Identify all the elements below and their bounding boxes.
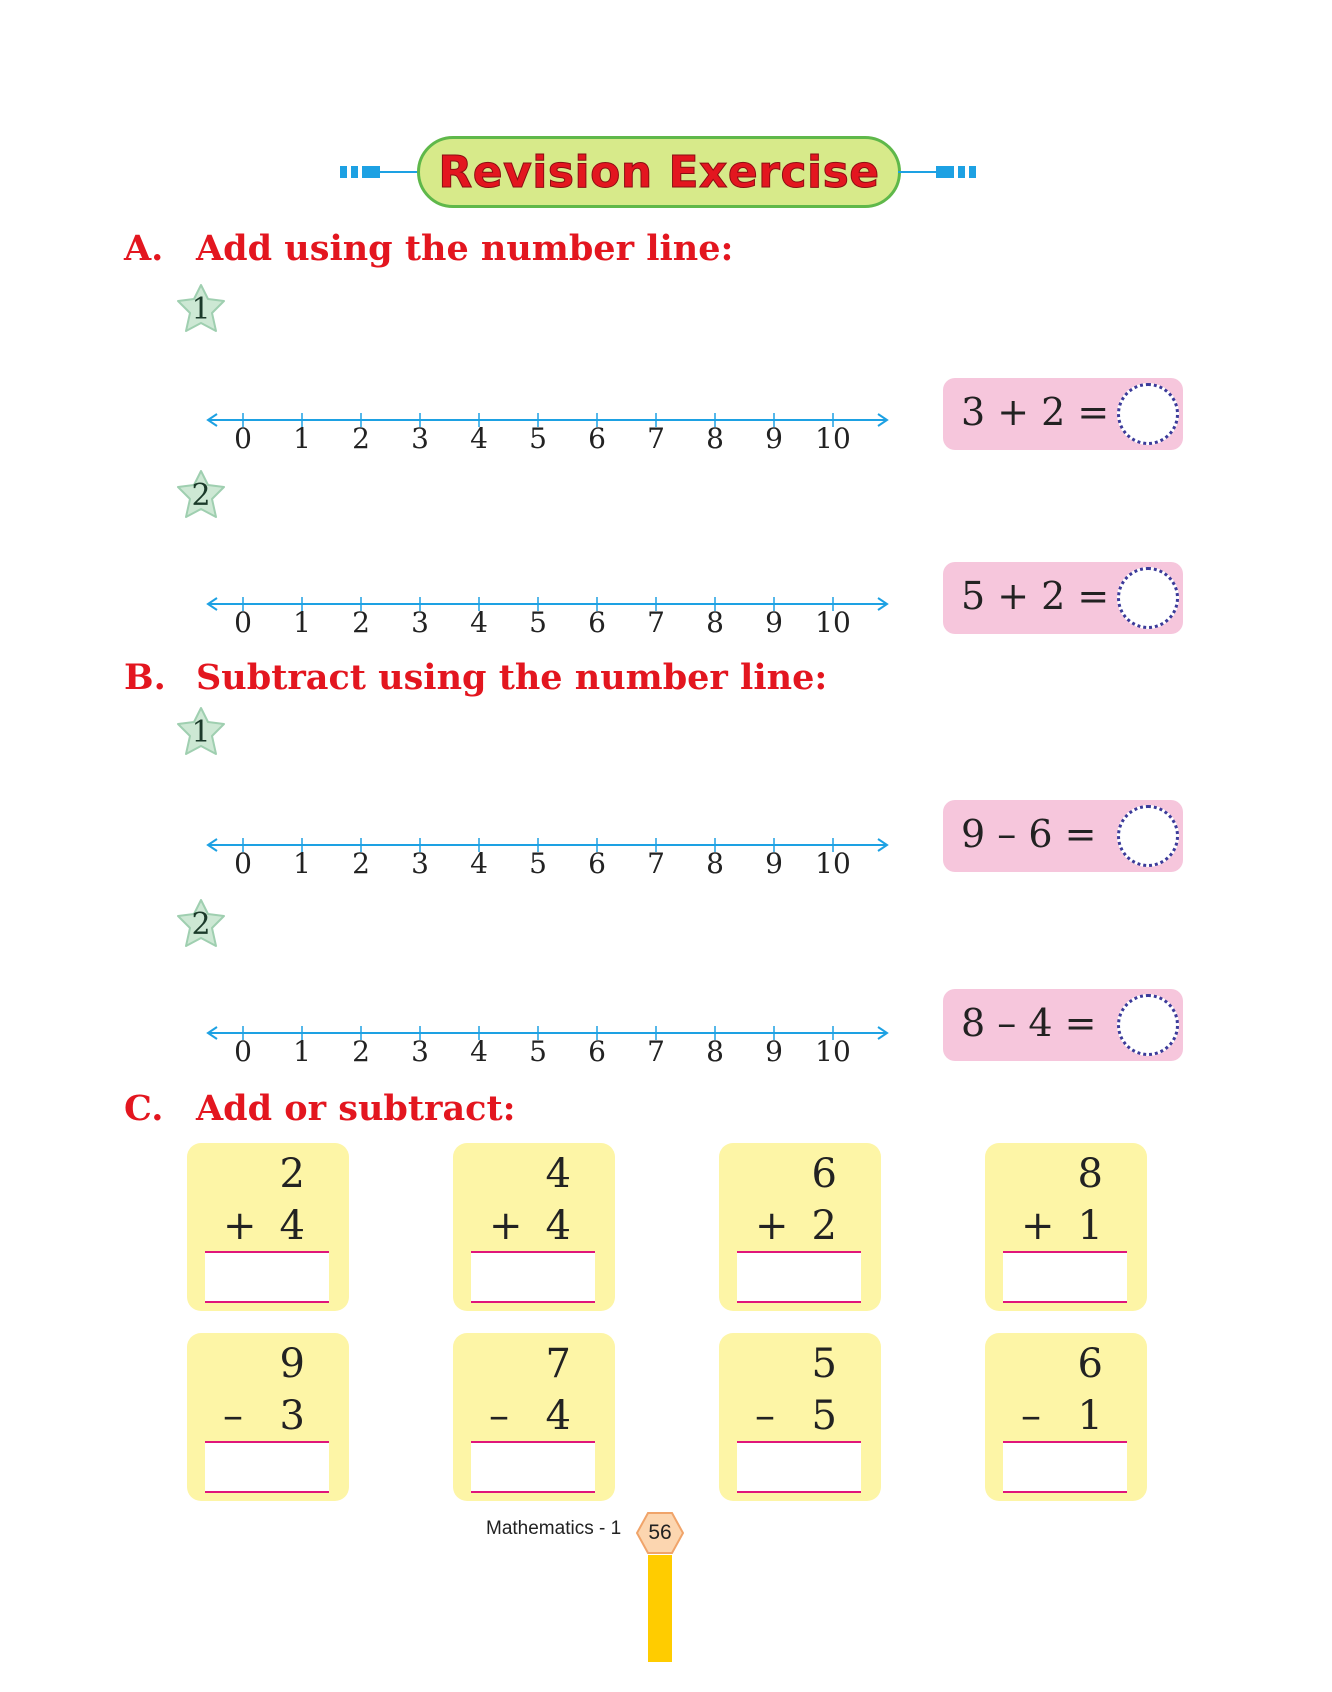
answer-field[interactable] xyxy=(205,1253,329,1301)
bottom-number: 1 xyxy=(1077,1393,1103,1439)
answer-line xyxy=(471,1491,595,1493)
answer-line xyxy=(205,1301,329,1303)
tick-label: 8 xyxy=(706,1035,724,1068)
column-problem-card xyxy=(453,1333,615,1501)
tick-label: 10 xyxy=(815,847,851,880)
answer-field[interactable] xyxy=(737,1253,861,1301)
equation-text: 3 + 2 = xyxy=(961,390,1110,434)
answer-field[interactable] xyxy=(737,1443,861,1491)
section-a-text: Add using the number line: xyxy=(196,228,734,269)
tick-label: 0 xyxy=(234,1035,252,1068)
answer-circle[interactable] xyxy=(1117,383,1179,445)
answer-field[interactable] xyxy=(205,1443,329,1491)
top-number: 9 xyxy=(279,1341,305,1387)
tick-label: 8 xyxy=(706,422,724,455)
number-line xyxy=(205,833,890,893)
title-line-left xyxy=(380,171,420,173)
tick-label: 6 xyxy=(588,1035,606,1068)
title-banner xyxy=(340,136,976,208)
tick-label: 2 xyxy=(352,847,370,880)
tick-label: 4 xyxy=(470,422,488,455)
tick-label: 1 xyxy=(293,1035,311,1068)
top-number: 2 xyxy=(279,1151,305,1197)
title-dash-left xyxy=(340,166,380,178)
page-number: 56 xyxy=(648,1521,672,1544)
tick-label: 3 xyxy=(411,422,429,455)
operator: + xyxy=(489,1203,523,1249)
top-number: 5 xyxy=(811,1341,837,1387)
column-problem-card xyxy=(985,1333,1147,1501)
bottom-number: 2 xyxy=(811,1203,837,1249)
answer-circle[interactable] xyxy=(1117,805,1179,867)
tick-label: 8 xyxy=(706,606,724,639)
tick-label: 2 xyxy=(352,606,370,639)
section-b-heading xyxy=(124,657,827,698)
tick-label: 4 xyxy=(470,1035,488,1068)
column-problem-card xyxy=(453,1143,615,1311)
top-number: 4 xyxy=(545,1151,571,1197)
section-a-heading xyxy=(124,228,733,269)
answer-line xyxy=(1003,1301,1127,1303)
tick-label: 3 xyxy=(411,606,429,639)
section-c-text: Add or subtract: xyxy=(196,1088,516,1129)
tick-label: 10 xyxy=(815,1035,851,1068)
operator: + xyxy=(223,1203,257,1249)
problem-number: 1 xyxy=(191,292,211,327)
tick-label: 1 xyxy=(293,606,311,639)
answer-field[interactable] xyxy=(1003,1253,1127,1301)
number-line xyxy=(205,408,890,468)
section-b-text: Subtract using the number line: xyxy=(196,657,828,698)
problem-number: 2 xyxy=(191,907,211,942)
tick-label: 5 xyxy=(529,422,547,455)
section-b-letter: B. xyxy=(124,657,166,698)
operator: – xyxy=(489,1393,509,1439)
tick-label: 3 xyxy=(411,847,429,880)
page-number-badge xyxy=(636,1512,684,1554)
number-line xyxy=(205,592,890,652)
bottom-number: 4 xyxy=(545,1393,571,1439)
problem-badge xyxy=(175,283,227,335)
tick-label: 1 xyxy=(293,847,311,880)
tick-label: 10 xyxy=(815,422,851,455)
page-tab-bar xyxy=(648,1555,672,1662)
tick-label: 9 xyxy=(765,847,783,880)
problem-badge xyxy=(175,898,227,950)
top-number: 6 xyxy=(811,1151,837,1197)
equation-box xyxy=(943,800,1183,872)
answer-field[interactable] xyxy=(471,1443,595,1491)
operator: + xyxy=(755,1203,789,1249)
section-a-letter: A. xyxy=(124,228,164,269)
column-problem-card xyxy=(719,1333,881,1501)
answer-line xyxy=(205,1491,329,1493)
tick-label: 9 xyxy=(765,1035,783,1068)
top-number: 6 xyxy=(1077,1341,1103,1387)
tick-label: 6 xyxy=(588,422,606,455)
section-c-heading xyxy=(124,1088,516,1129)
operator: – xyxy=(223,1393,243,1439)
answer-field[interactable] xyxy=(471,1253,595,1301)
answer-circle[interactable] xyxy=(1117,994,1179,1056)
equation-text: 8 – 4 = xyxy=(961,1001,1097,1045)
answer-line xyxy=(737,1301,861,1303)
title-pill xyxy=(417,136,901,208)
equation-text: 5 + 2 = xyxy=(961,574,1110,618)
tick-label: 8 xyxy=(706,847,724,880)
tick-label: 1 xyxy=(293,422,311,455)
tick-label: 2 xyxy=(352,1035,370,1068)
tick-label: 7 xyxy=(647,422,665,455)
tick-label: 0 xyxy=(234,422,252,455)
bottom-number: 4 xyxy=(545,1203,571,1249)
bottom-number: 4 xyxy=(279,1203,305,1249)
tick-label: 5 xyxy=(529,606,547,639)
column-problem-card xyxy=(719,1143,881,1311)
tick-label: 6 xyxy=(588,847,606,880)
tick-label: 5 xyxy=(529,1035,547,1068)
column-problem-card xyxy=(187,1143,349,1311)
bottom-number: 3 xyxy=(279,1393,305,1439)
problem-badge xyxy=(175,706,227,758)
answer-line xyxy=(1003,1491,1127,1493)
problem-badge xyxy=(175,469,227,521)
tick-label: 0 xyxy=(234,606,252,639)
tick-label: 6 xyxy=(588,606,606,639)
tick-label: 3 xyxy=(411,1035,429,1068)
answer-field[interactable] xyxy=(1003,1443,1127,1491)
tick-label: 4 xyxy=(470,606,488,639)
title-line-right xyxy=(898,171,938,173)
equation-box xyxy=(943,378,1183,450)
top-number: 7 xyxy=(545,1341,571,1387)
tick-label: 5 xyxy=(529,847,547,880)
tick-label: 4 xyxy=(470,847,488,880)
operator: – xyxy=(755,1393,775,1439)
page-title: Revision Exercise xyxy=(438,146,880,198)
bottom-number: 5 xyxy=(811,1393,837,1439)
title-dash-right xyxy=(936,166,976,178)
problem-number: 1 xyxy=(191,715,211,750)
equation-box xyxy=(943,562,1183,634)
answer-line xyxy=(471,1301,595,1303)
answer-circle[interactable] xyxy=(1117,567,1179,629)
column-problem-card xyxy=(187,1333,349,1501)
bottom-number: 1 xyxy=(1077,1203,1103,1249)
tick-label: 10 xyxy=(815,606,851,639)
tick-label: 7 xyxy=(647,606,665,639)
tick-label: 9 xyxy=(765,606,783,639)
equation-text: 9 – 6 = xyxy=(961,812,1097,856)
section-c-letter: C. xyxy=(124,1088,164,1129)
column-problem-card xyxy=(985,1143,1147,1311)
tick-label: 2 xyxy=(352,422,370,455)
problem-number: 2 xyxy=(191,478,211,513)
operator: + xyxy=(1021,1203,1055,1249)
tick-label: 7 xyxy=(647,847,665,880)
answer-line xyxy=(737,1491,861,1493)
number-line xyxy=(205,1021,890,1081)
tick-label: 7 xyxy=(647,1035,665,1068)
top-number: 8 xyxy=(1077,1151,1103,1197)
tick-label: 0 xyxy=(234,847,252,880)
equation-box xyxy=(943,989,1183,1061)
tick-label: 9 xyxy=(765,422,783,455)
operator: – xyxy=(1021,1393,1041,1439)
footer-book-title: Mathematics - 1 xyxy=(486,1518,622,1539)
